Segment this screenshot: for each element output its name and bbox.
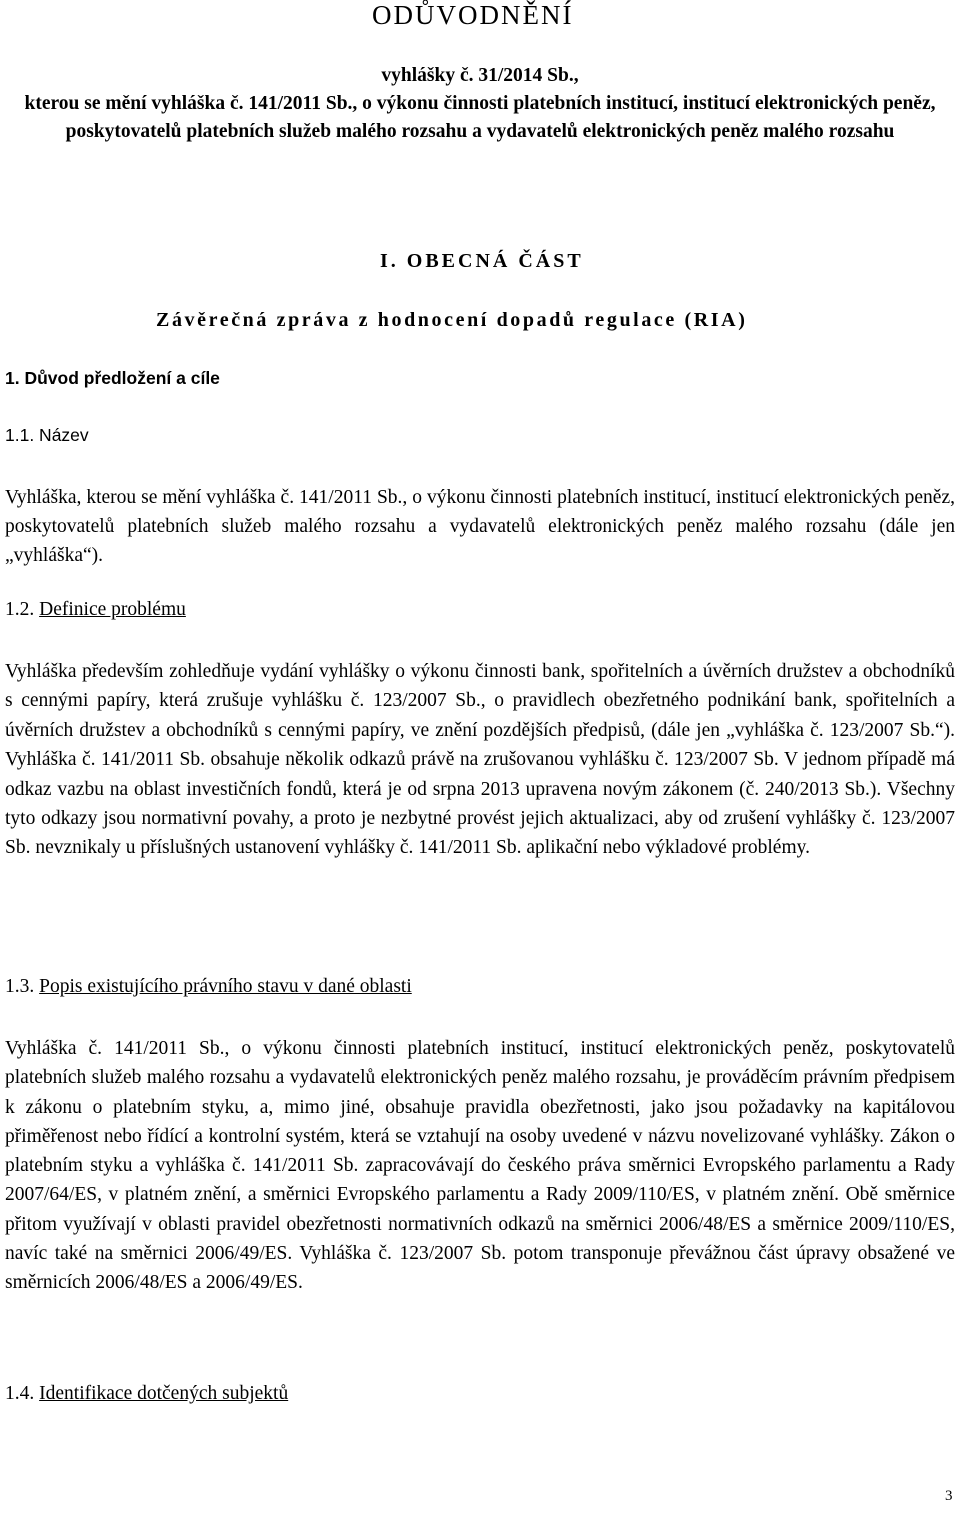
heading-1: 1. Důvod předložení a cíle [5,368,220,388]
heading-number: 1.4. [5,1383,35,1404]
paragraph-1-1: Vyhláška, kterou se mění vyhláška č. 141/2011 Sb., o výkonu činnosti platebních institucí, institucí elektronických peněz, poskytovatelů platebních služeb malého rozsahu a vydavatelů elektronických peněz malého rozsahu (dále jen „vyhláška“). [5,487,955,566]
heading-title: Popis existujícího právního stavu v dané oblasti [39,976,412,997]
ria-heading: Závěrečná zpráva z hodnocení dopadů regulace (RIA) [156,309,748,331]
heading-title: Identifikace dotčených subjektů [39,1383,289,1404]
heading-number: 1.3. [5,976,35,997]
decree-subtitle: kterou se mění vyhláška č. 141/2011 Sb., o výkonu činnosti platebních institucí, institucí elektronických peněz, poskytovatelů platebních služeb malého rozsahu a vydavatelů elektronických peněz malého rozsahu [24,93,936,142]
heading-1-2 [5,599,186,621]
heading-title: Definice problému [39,599,186,620]
heading-1-3 [5,976,412,998]
document-header [0,62,960,146]
section-heading: I. OBECNÁ ČÁST [380,250,584,272]
document-title: ODŮVODNĚNÍ [372,0,574,30]
paragraph-1-2: Vyhláška především zohledňuje vydání vyhlášky o výkonu činnosti bank, spořitelních a úvěrních družstev a obchodníků s cennými papíry, která zrušuje vyhlášku č. 123/2007 Sb., o pravidlech obezřetného podnikání bank, spořitelních a úvěrních družstev a obchodníků s cennými papíry, ve znění pozdějších předpisů, (dále jen „vyhláška č. 123/2007 Sb.“). Vyhláška č. 141/2011 Sb. obsahuje několik odkazů právě na zrušovanou vyhlášku č. 123/2007 Sb. V jednom případě má odkaz vazbu na oblast investičních fondů, která je od srpna 2013 upravena novým zákonem (č. 240/2013 Sb.). Všechny tyto odkazy jsou normativní povahy, a proto je nezbytné provést jejich aktualizaci, aby od zrušení vyhlášky č. 123/2007 Sb. nevznikaly u příslušných ustanovení vyhlášky č. 141/2011 Sb. aplikační nebo výkladové problémy. [5,661,955,859]
paragraph-1-3: Vyhláška č. 141/2011 Sb., o výkonu činnosti platebních institucí, institucí elektronických peněz, poskytovatelů platebních služeb malého rozsahu a vydavatelů elektronických peněz malého rozsahu, je prováděcím právním předpisem k zákonu o platebním styku, a, mimo jiné, obsahuje pravidla obezřetnosti, jako jsou požadavky na kapitálovou přiměřenost nebo řídící a kontrolní systém, která se vztahují na osoby uvedené v názvu novelizované vyhlášky. Zákon o platebním styku a vyhláška č. 141/2011 Sb. zapracovávají do českého práva směrnici Evropského parlamentu a Rady 2007/64/ES, v platném znění, a směrnici Evropského parlamentu a Rady 2009/110/ES, v platném znění. Obě směrnice přitom využívají v oblasti pravidel obezřetnosti normativních odkazů na směrnici 2006/48/ES a směrnice 2009/110/ES, navíc také na směrnici 2006/49/ES. Vyhláška č. 123/2007 Sb. potom transponuje převážnou část úpravy obsažené ve směrnicích 2006/48/ES a 2006/49/ES. [5,1038,955,1294]
heading-1-4 [5,1383,288,1405]
heading-1-1: 1.1. Název [5,425,89,445]
heading-number: 1.2. [5,599,35,620]
decree-number: vyhlášky č. 31/2014 Sb., [381,65,579,86]
page-number: 3 [945,1488,953,1504]
